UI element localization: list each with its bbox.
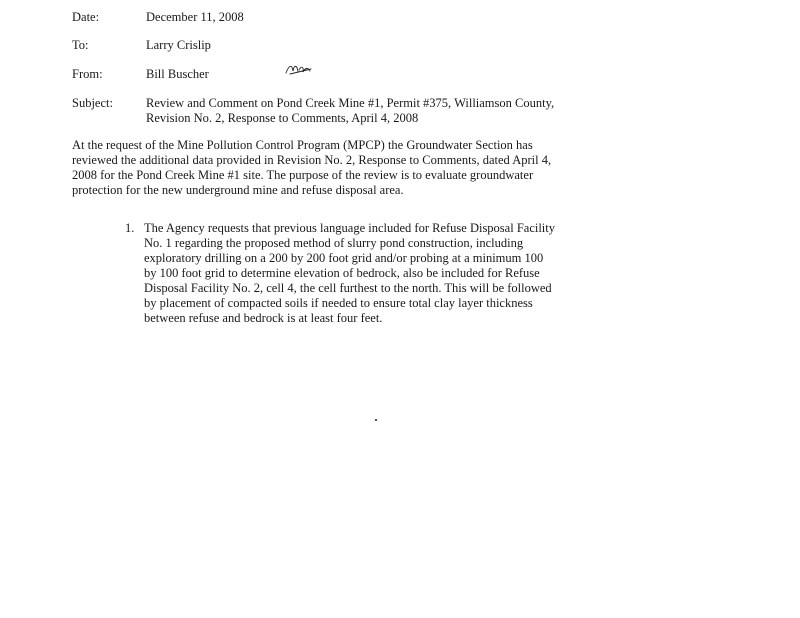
comment-number: 1. (125, 221, 135, 235)
comment-line: by placement of compacted soils if needed to ensure total clay layer thickness (144, 296, 533, 310)
memo-subject-line: Review and Comment on Pond Creek Mine #1, Permit #375, Williamson County, (146, 96, 555, 110)
memo-from-name: Bill Buscher (146, 67, 209, 81)
memo-body-paragraph (72, 138, 552, 198)
memo-from-value (146, 67, 209, 82)
paragraph-line: protection for the new underground mine and refuse disposal area. (72, 183, 404, 197)
memo-from-label: From: (72, 67, 103, 81)
comment-line: The Agency requests that previous language included for Refuse Disposal Facility (144, 221, 556, 235)
comment-line: between refuse and bedrock is at least four feet. (144, 311, 383, 325)
comment-text (144, 221, 555, 326)
paragraph-line: reviewed the additional data provided in Revision No. 2, Response to Comments, dated April 4, (72, 153, 552, 167)
paragraph-line: 2008 for the Pond Creek Mine #1 site. The purpose of the review is to evaluate groundwater (72, 168, 534, 182)
memo-to-value: Larry Crislip (146, 38, 211, 52)
memo-date-label: Date: (72, 10, 100, 24)
comment-line: exploratory drilling on a 200 by 200 foot grid and/or probing at a minimum 100 (144, 251, 544, 265)
memo-subject-label: Subject: (72, 96, 113, 110)
memo-subject-line: Revision No. 2, Response to Comments, April 4, 2008 (146, 111, 419, 125)
memo-date-value: December 11, 2008 (146, 10, 244, 24)
comment-line: Disposal Facility No. 2, cell 4, the cell furthest to the north. This will be followed (144, 281, 552, 295)
handwritten-initials-icon (284, 61, 314, 77)
memo-to-label: To: (72, 38, 89, 52)
paragraph-line: At the request of the Mine Pollution Control Program (MPCP) the Groundwater Section has (72, 138, 533, 152)
comment-line: No. 1 regarding the proposed method of slurry pond construction, including (144, 236, 524, 250)
memo-subject-value (146, 96, 554, 126)
scan-speck (375, 419, 377, 421)
comment-line: by 100 foot grid to determine elevation of bedrock, also be included for Refuse (144, 266, 540, 280)
